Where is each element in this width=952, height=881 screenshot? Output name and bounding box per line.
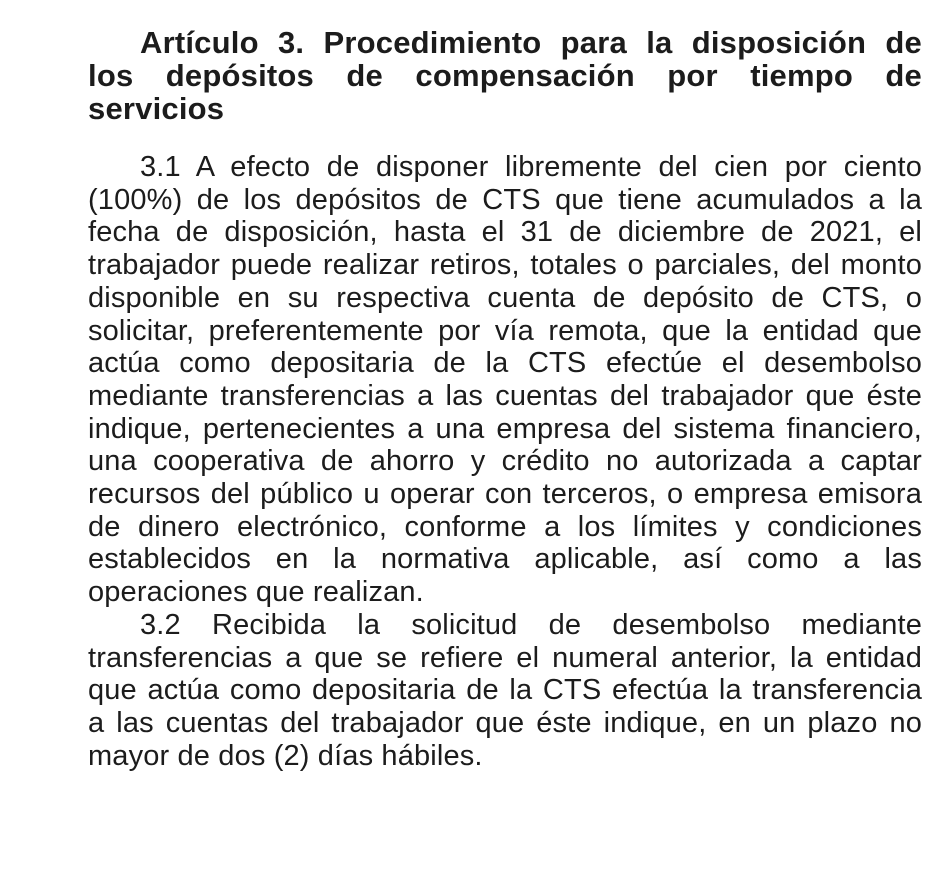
paragraph-3-2: 3.2 Recibida la solicitud de desembolso mediante transferencias a que se refiere el numeral anterior, la entidad que actúa como depositaria de la CTS efectúa la transferencia a las cuentas del trabajador que éste indique, en un plazo no mayor de dos (2) días hábiles. [88,608,922,772]
document-page [88,26,922,772]
paragraph-3-1: 3.1 A efecto de disponer libremente del cien por ciento (100%) de los depósitos de CTS que tiene acumulados a la fecha de disposición, hasta el 31 de diciembre de 2021, el trabajador puede realizar retiros, totales o parciales, del monto disponible en su respectiva cuenta de depósito de CTS, o solicitar, preferentemente por vía remota, que la entidad que actúa como depositaria de la CTS efectúe el desembolso mediante transferencias a las cuentas del trabajador que éste indique, pertenecientes a una empresa del sistema financiero, una cooperativa de ahorro y crédito no autorizada a captar recursos del público u operar con terceros, o empresa emisora de dinero electrónico, conforme a los límites y condiciones establecidos en la normativa aplicable, así como a las operaciones que realizan. [88,151,922,609]
article-title: Artículo 3. Procedimiento para la disposición de los depósitos de compensación por tiempo de servicios [88,25,922,126]
